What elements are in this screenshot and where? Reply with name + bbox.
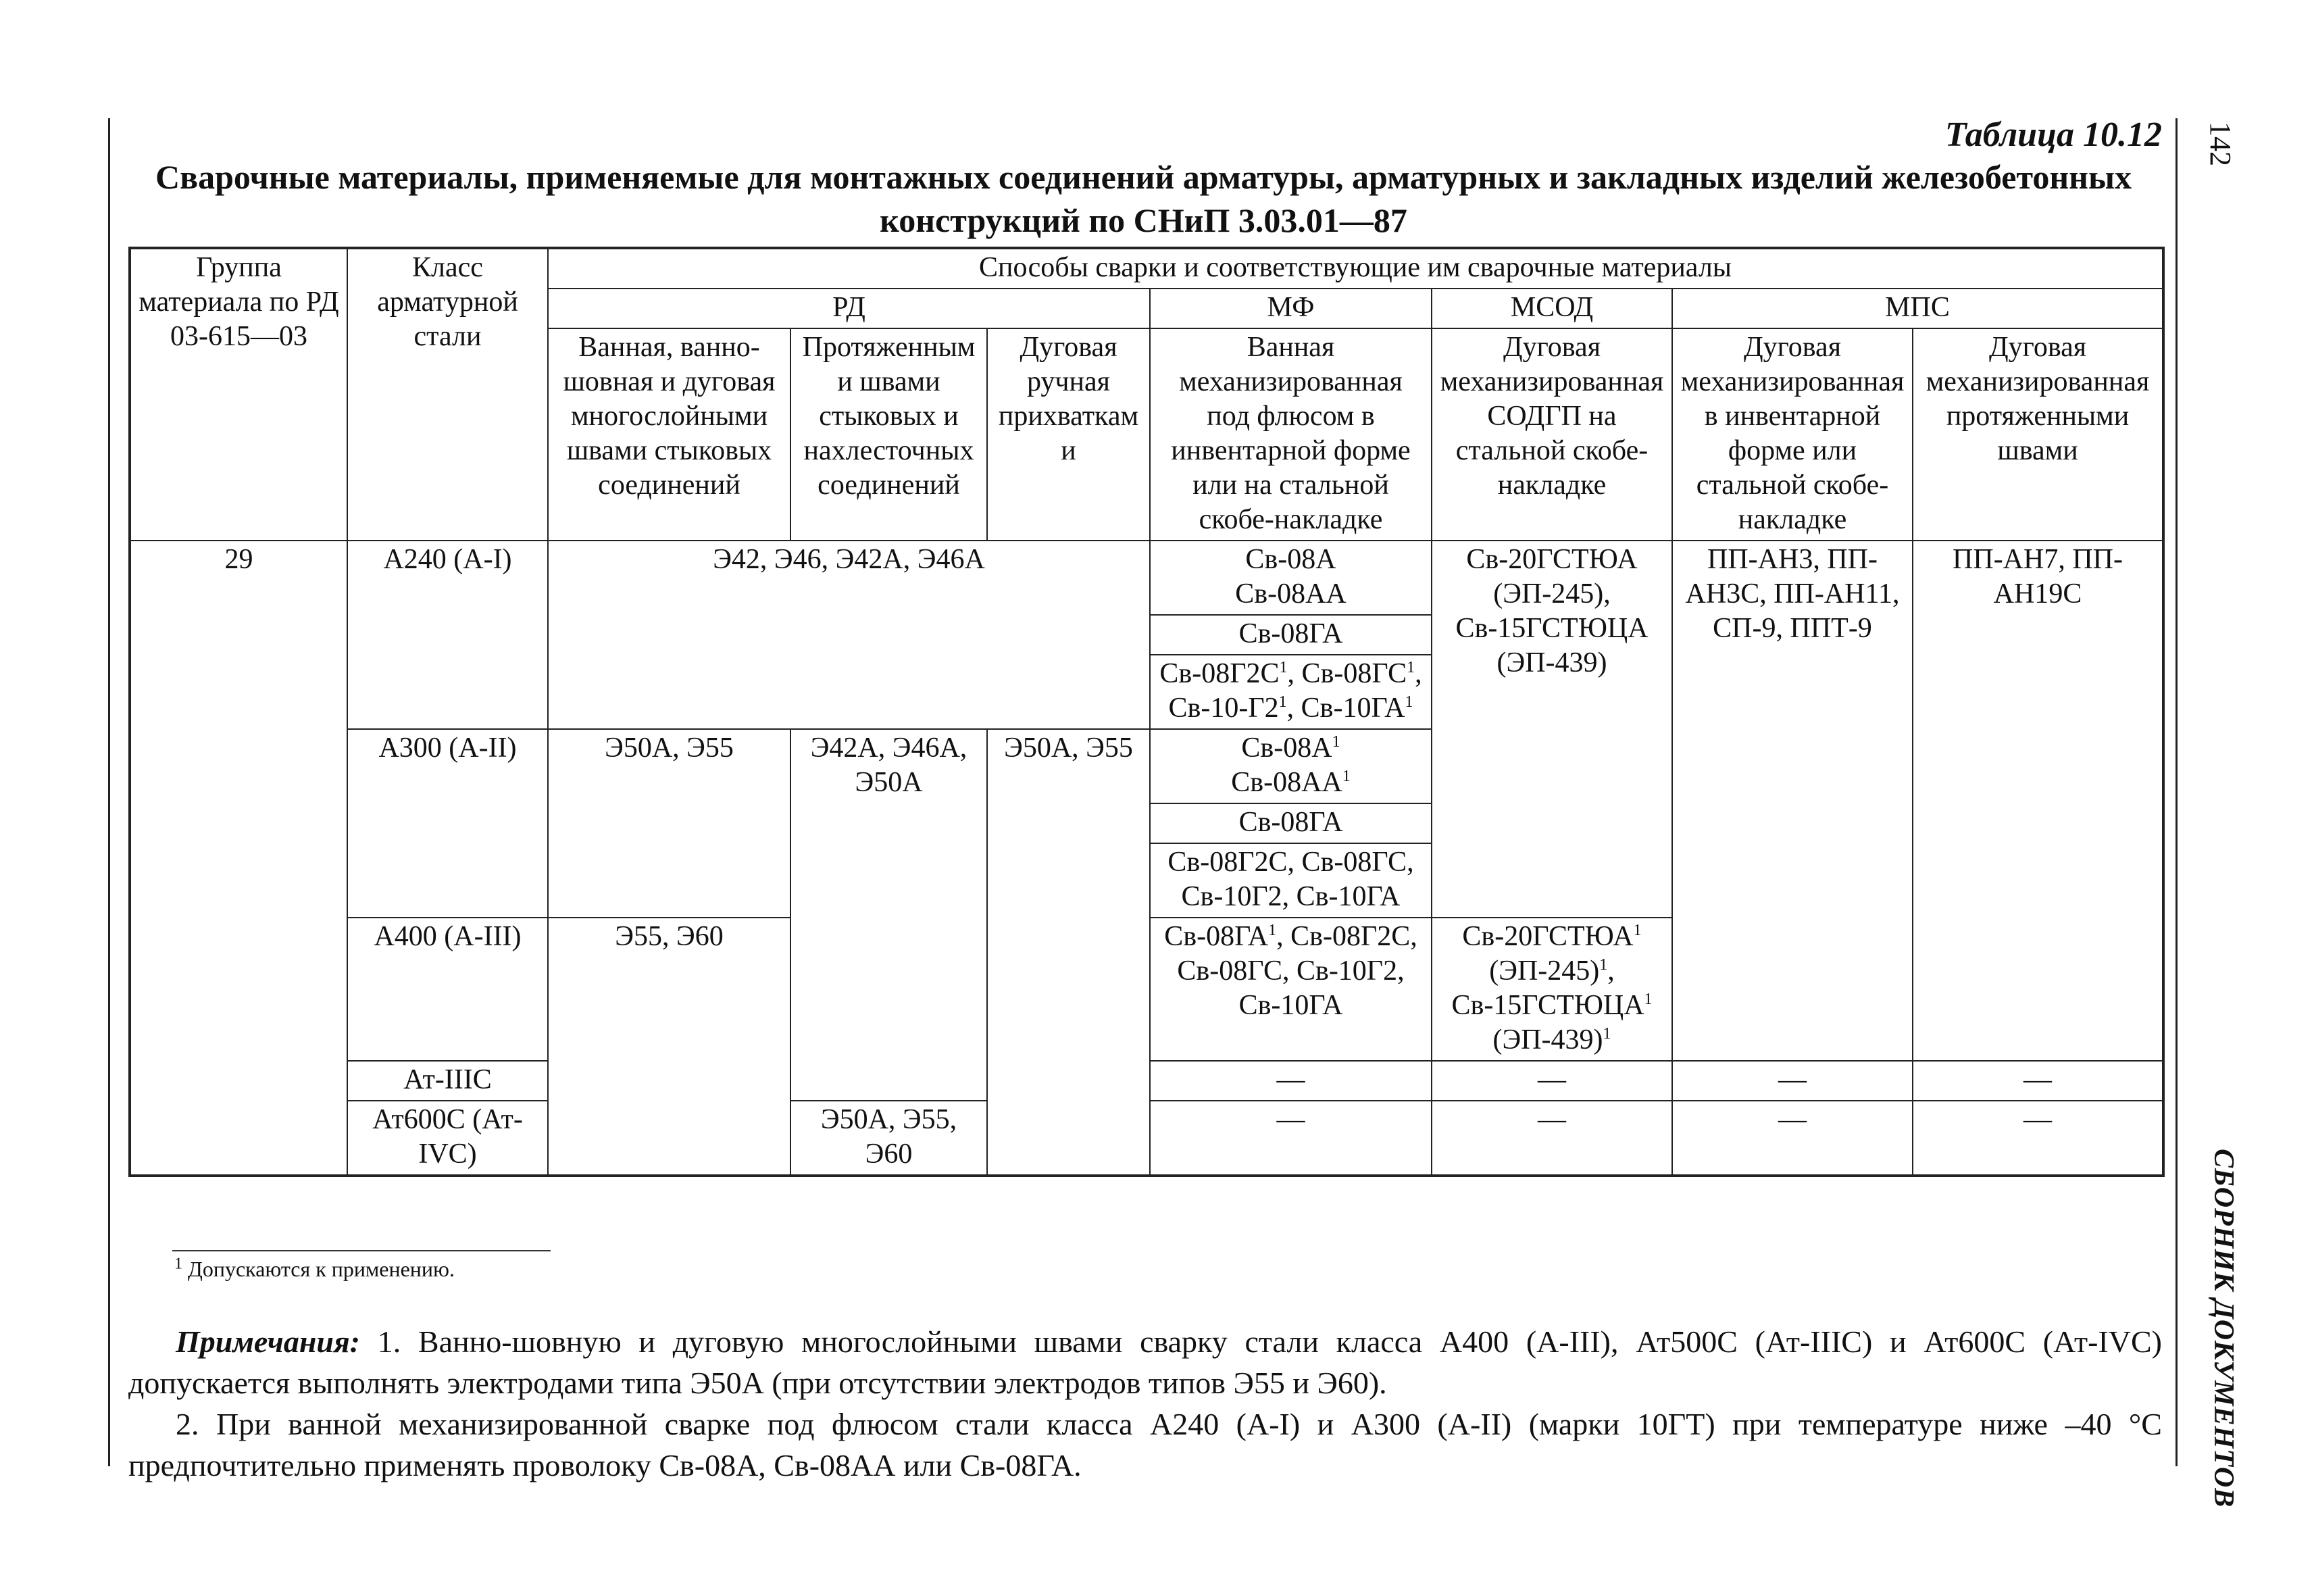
class-cell: А300 (А-II)	[347, 729, 548, 918]
mf-cell: $Св-08Г2С^1$, $Св-08ГС^1$, $Св-10-Г2^1$, $Св-10ГА^1$	[1150, 655, 1432, 729]
mf-cell: —	[1150, 1061, 1432, 1101]
rd-cell: Э50А, Э55	[987, 729, 1150, 1176]
rd-cell: Э42, Э46, Э42А, Э46А	[548, 541, 1150, 729]
header-mf: МФ	[1150, 289, 1432, 328]
mps-cell: —	[1913, 1101, 2163, 1176]
mf-cell: Св-08ГА	[1150, 803, 1432, 843]
collection-title: СБОРНИК ДОКУМЕНТОВ	[2208, 1149, 2239, 1508]
rd-cell: Э50А, Э55	[548, 729, 790, 918]
mps-cell: —	[1672, 1061, 1913, 1101]
header-row-1	[130, 248, 2163, 289]
group-cell: 29	[130, 541, 347, 1176]
right-margin-rule	[2175, 118, 2178, 1466]
rd-cell: Э42А, Э46А, Э50А	[790, 729, 987, 1101]
welding-materials-table	[128, 247, 2165, 1177]
mf-cell: Св-08ГА	[1150, 615, 1432, 655]
class-cell: А240 (А-I)	[347, 541, 548, 729]
header-mps: МПС	[1672, 289, 2163, 328]
header-rd-extended: Протяженными швами стыковых и нахлесточных соединений	[790, 328, 987, 541]
table-label: Таблица 10.12	[1944, 116, 2162, 154]
notes	[128, 1321, 2162, 1486]
header-rd-tack: Дуговая ручная прихватками	[987, 328, 1150, 541]
mf-cell: $Св-08А^1$ $Св-08АА^1$	[1150, 729, 1432, 803]
rd-cell: Э50А, Э55, Э60	[790, 1101, 987, 1176]
mps-cell: —	[1913, 1061, 2163, 1101]
header-msod-arc: Дуговая механизированная СОДГП на стальной скобе-накладке	[1432, 328, 1672, 541]
header-rd-bath: Ванная, ванно-шовная и дуговая многослойными швами стыковых соединений	[548, 328, 790, 541]
mps-cell: —	[1672, 1101, 1913, 1176]
header-rd: РД	[548, 289, 1150, 328]
header-welding-methods: Способы сварки и соответствующие им сварочные материалы	[548, 248, 2163, 289]
page-number: 142	[2204, 122, 2237, 166]
mps-cell: ПП-АН7, ПП-АН19С	[1913, 541, 2163, 1061]
mf-cell: Св-08Г2С, Св-08ГС, Св-10Г2, Св-10ГА	[1150, 843, 1432, 918]
mps-cell: ПП-АН3, ПП-АН3С, ПП-АН11, СП-9, ППТ-9	[1672, 541, 1913, 1061]
notes-label: Примечания:	[176, 1324, 360, 1359]
header-material-group: Группа материала по РД 03-615—03	[130, 248, 347, 541]
msod-cell: Св-20ГСТЮА$^1$ $(ЭП-245)^1$, Св-15ГСТЮЦА$^1$ $(ЭП-439)^1$	[1432, 918, 1672, 1061]
left-margin-rule	[108, 118, 110, 1466]
class-cell: А400 (А-III)	[347, 918, 548, 1061]
header-msod: МСОД	[1432, 289, 1672, 328]
header-mps-arc-extended: Дуговая механизированная протяженными швами	[1913, 328, 2163, 541]
mf-cell: —	[1150, 1101, 1432, 1176]
note-1: Примечания: 1. Ванно-шовную и дуговую многослойными швами сварку стали класса А400 (А-III), Ат500С (Ат-IIIС) и Ат600С (Ат-IVC) допускается выполнять электродами типа Э50А (при отсутствии электродов типов Э55 и Э60).	[128, 1324, 2162, 1400]
msod-cell: Св-20ГСТЮА (ЭП-245), Св-15ГСТЮЦА (ЭП-439)	[1432, 541, 1672, 918]
msod-cell: —	[1432, 1101, 1672, 1176]
class-cell: Ат-IIIС	[347, 1061, 548, 1101]
msod-cell: —	[1432, 1061, 1672, 1101]
footnote: $^1$ Допускаются к применению.	[174, 1255, 455, 1281]
table-caption: Сварочные материалы, применяемые для монтажных соединений арматуры, арматурных и закладных изделий железобетонных конструкций по СНиП 3.03.01—87	[155, 158, 2132, 239]
class-cell: Ат600С (Ат-IVC)	[347, 1101, 548, 1176]
rd-cell: Э55, Э60	[548, 918, 790, 1176]
table-row	[130, 541, 2163, 615]
header-steel-class: Класс арматурной стали	[347, 248, 548, 541]
mf-cell: $Св-08ГА^1$, Св-08Г2С, Св-08ГС, Св-10Г2, Св-10ГА	[1150, 918, 1432, 1061]
note-2: 2. При ванной механизированной сварке под флюсом стали класса А240 (А-I) и А300 (А-II) (марки 10ГТ) при температуре ниже –40 °С предпочтительно применять проволоку Св-08А, Св-08АА или Св-08ГА.	[128, 1407, 2162, 1482]
header-mps-arc-form: Дуговая механизированная в инвентарной форме или стальной скобе-накладке	[1672, 328, 1913, 541]
footnote-rule	[172, 1250, 551, 1251]
mf-cell: Св-08А Св-08АА	[1150, 541, 1432, 615]
header-mf-bath-flux: Ванная механизированная под флюсом в инвентарной форме или на стальной скобе-накладке	[1150, 328, 1432, 541]
